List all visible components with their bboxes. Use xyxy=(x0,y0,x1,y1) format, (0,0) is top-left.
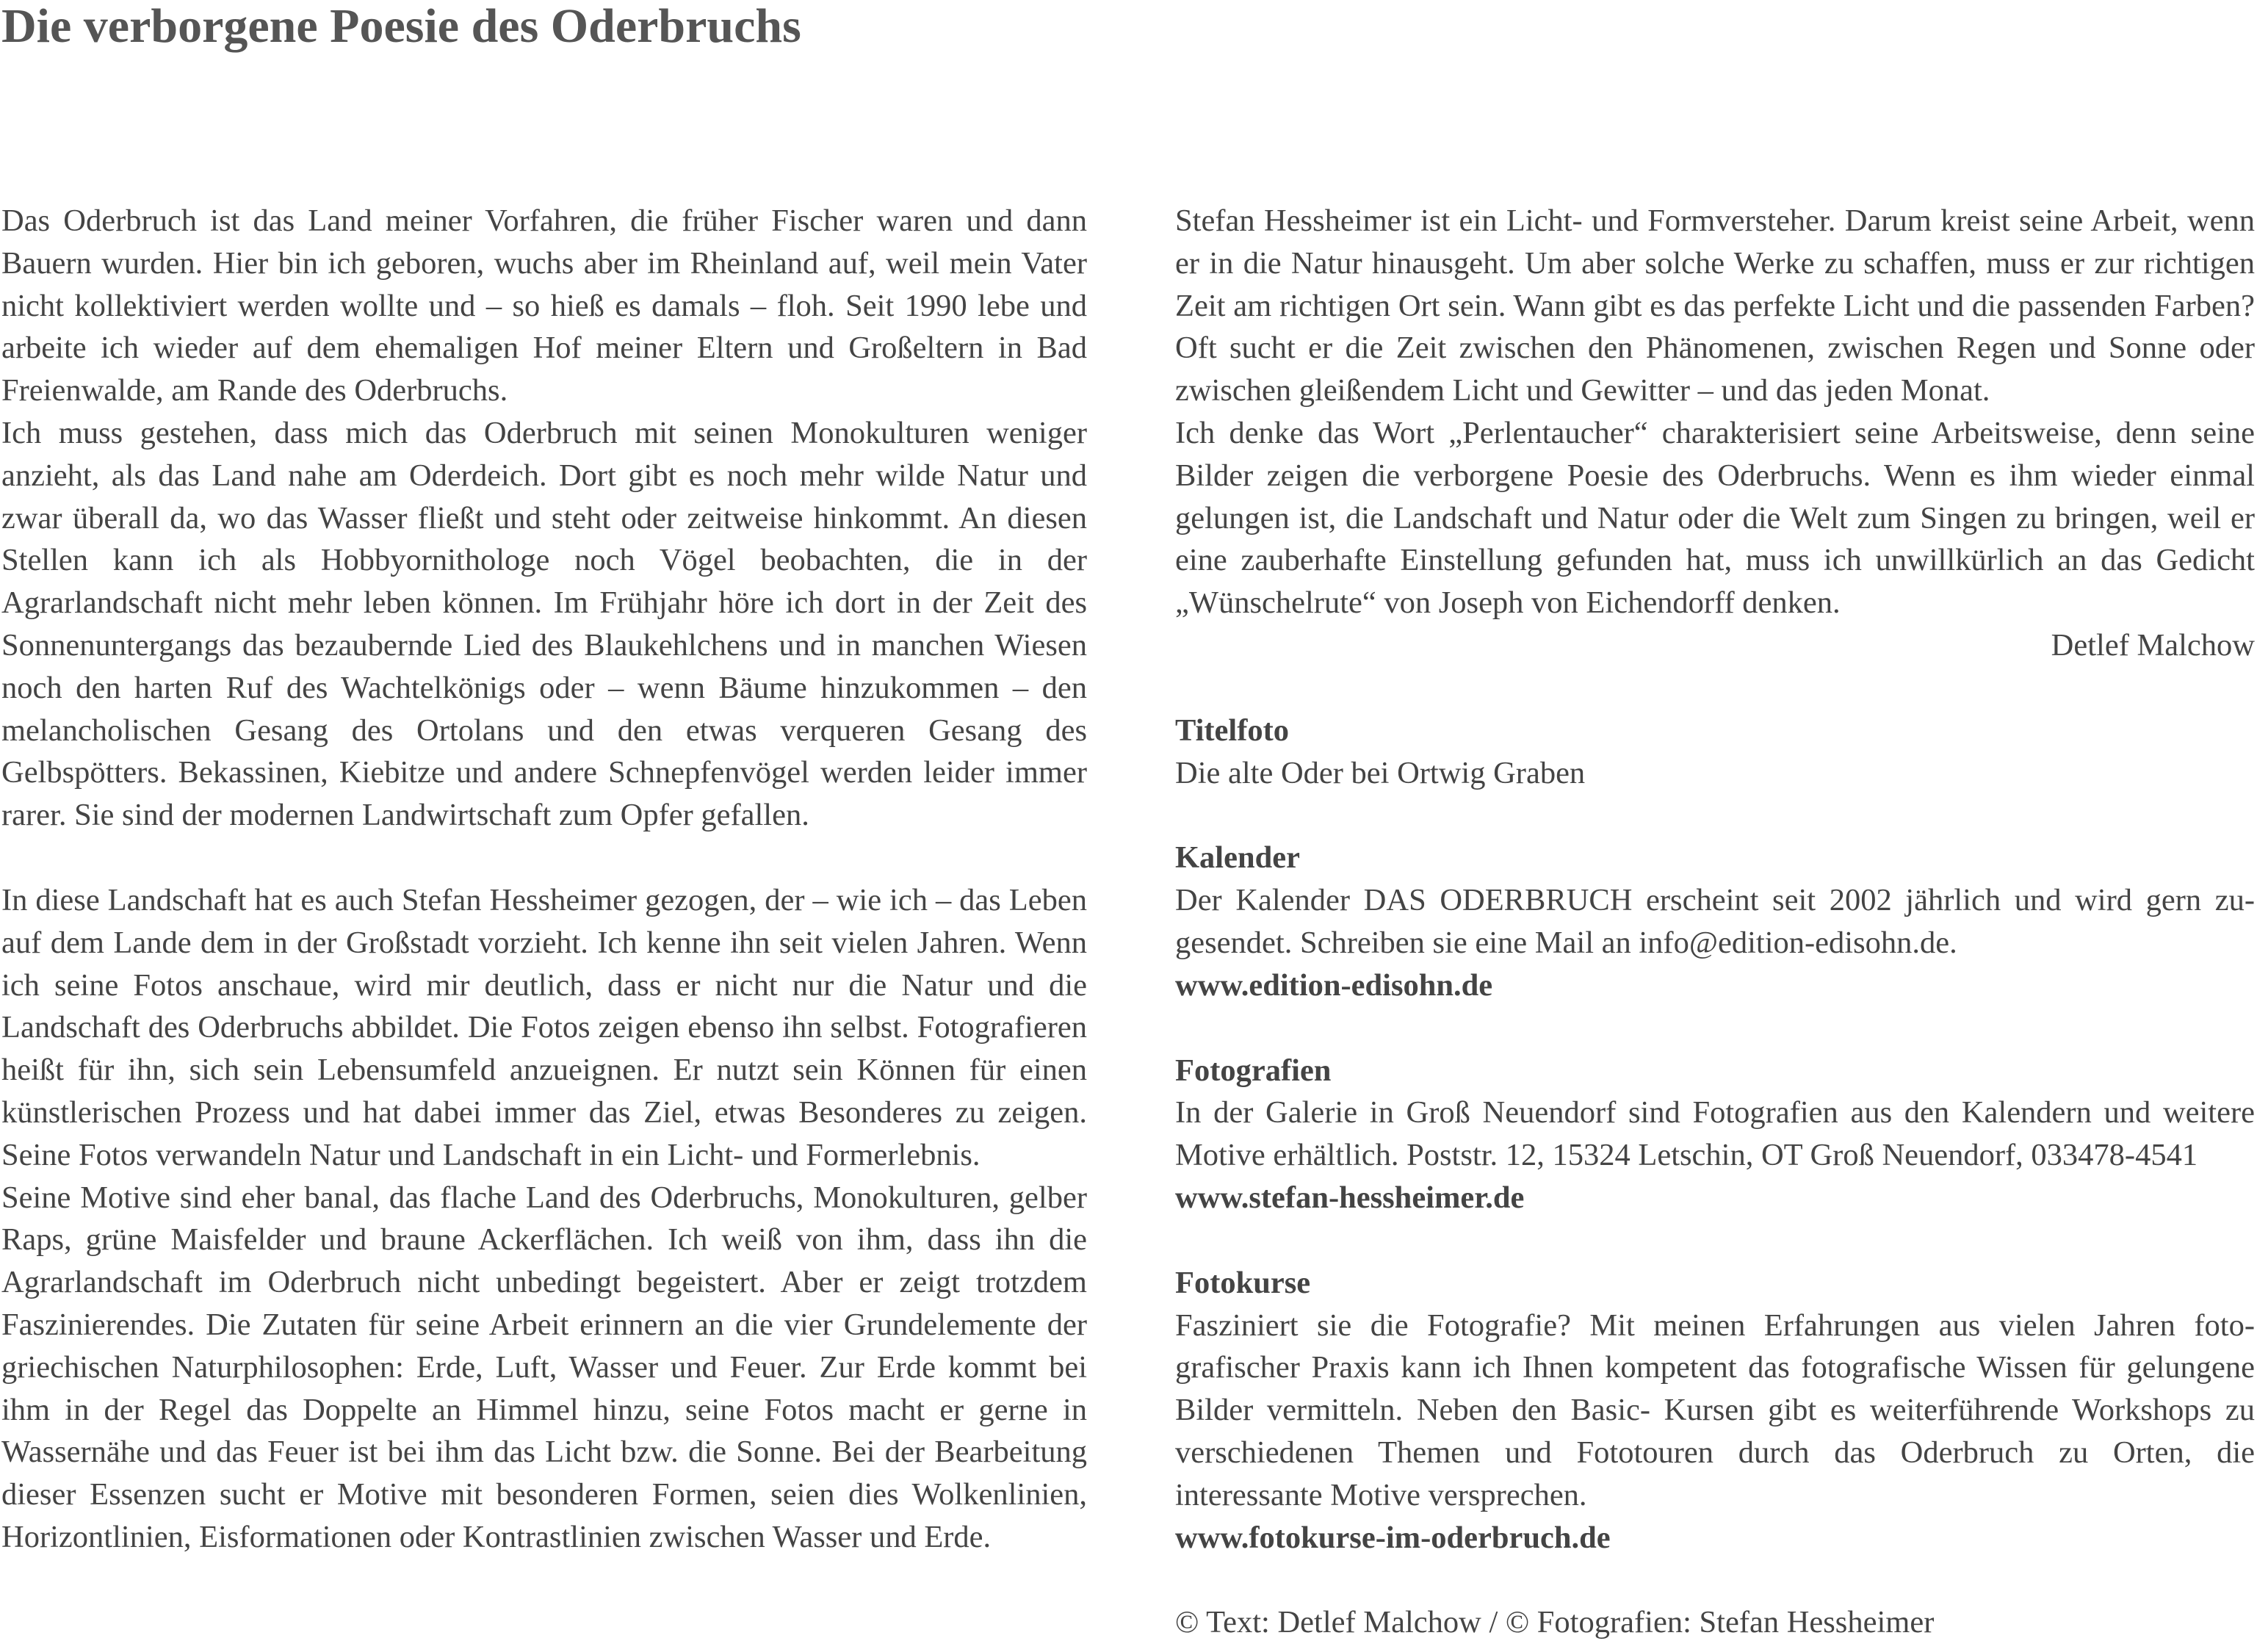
kalender-text: Der Kalender DAS ODERBRUCH erscheint seit 2002 jährlich und wird gern zugesendet. Schreiben sie eine Mail an info@edition-edisohn.de. xyxy=(1175,883,2255,960)
fotografien-heading: Fotografien xyxy=(1175,1053,1332,1088)
titelfoto-heading: Titelfoto xyxy=(1175,713,1290,748)
left-paragraph-4: Seine Motive sind eher banal, das flache Land des Oderbruchs, Monokulturen, gelber Raps, grüne Maisfelder und braune Ackerflächen. Ich weiß von ihm, dass ihn die Agrarlandschaft im Oderbruch nicht unbedingt begeistert. Aber er zeigt trotzdem Faszinierendes. Die Zutaten für seine Arbeit erinnern an die vier Grundelemente der griechischen Naturphilosophen: Erde, Luft, Wasser und Feuer. Zur Erde kommt bei ihm in der Regel das Doppelte an Himmel hinzu, seine Fotos macht er gerne in Wassernähe und das Feuer ist bei ihm das Licht bzw. die Sonne. Bei der Bearbeitung dieser Essenzen sucht er Motive mit besonderen Formen, seien dies Wolkenlinien, Horizontlinien, Eisformationen oder Kontrastlinien zwischen Wasser und Erde. xyxy=(1,1180,1087,1554)
left-paragraph-3: In diese Landschaft hat es auch Stefan Hessheimer gezogen, der – wie ich – das Leben auf dem Lande dem in der Großstadt vorzieht. Ich kenne ihn seit vielen Jahren. Wenn ich seine Fotos anschaue, wird mir deutlich, dass er nicht nur die Natur und die Landschaft des Oderbruchs abbildet. Die Fotos zeigen ebenso ihn selbst. Fotografieren heißt für ihn, sich sein Lebensumfeld anzueignen. Er nutzt sein Können für einen künstlerischen Prozess und hat dabei immer das Ziel, etwas Besonderes zu zeigen. Seine Fotos verwandeln Natur und Landschaft in ein Licht- und Formerlebnis. xyxy=(1,882,1087,1172)
fotokurse-heading: Fotokurse xyxy=(1175,1265,1311,1300)
author-signature: Detlef Malchow xyxy=(2051,627,2255,663)
kalender-heading: Kalender xyxy=(1175,840,1300,876)
page-title: Die verborgene Poesie des Oderbruchs xyxy=(1,0,801,53)
copyright-line: © Text: Detlef Malchow / © Fotografien: Stefan Hessheimer xyxy=(1175,1605,1935,1640)
paragraph-spacer xyxy=(1,837,1087,879)
section-fotokurse xyxy=(1175,1262,2255,1559)
section-spacer xyxy=(1175,667,2255,710)
left-paragraph-1: Das Oderbruch ist das Land meiner Vorfahren, die früher Fischer waren und dann Bauern wurden. Hier bin ich geboren, wuchs aber im Rheinland auf, weil mein Vater nicht kollektiviert werden wollte und – so hieß es damals – floh. Seit 1990 lebe und arbeite ich wieder auf dem ehemaligen Hof meiner Eltern und Großeltern in Bad Freienwalde, am Rande des Oderbruchs. xyxy=(1,203,1087,408)
section-spacer xyxy=(1175,1559,2255,1601)
fotokurse-link[interactable]: www.fotokurse-im-oderbruch.de xyxy=(1175,1520,1611,1555)
section-titelfoto xyxy=(1175,710,2255,795)
kalender-link[interactable]: www.edition-edisohn.de xyxy=(1175,967,1493,1003)
right-column xyxy=(1175,200,2255,1644)
titelfoto-text: Die alte Oder bei Ortwig Graben xyxy=(1175,755,1586,790)
fotokurse-text: Fasziniert sie die Fotografie? Mit meinen Erfahrungen aus vielen Jahren fotografischer Praxis kann ich Ihnen kompetent das fotografische Wissen für gelungene Bilder vermitteln. Neben den Basic- Kursen gibt es weiterführende Workshops zu verschiedenen Themen und Fototouren durch das Oderbruch zu Orten, die interessante Motive versprechen. xyxy=(1175,1307,2255,1512)
left-paragraph-2: Ich muss gestehen, dass mich das Oderbruch mit seinen Monokulturen weniger anzieht, als das Land nahe am Oderdeich. Dort gibt es noch mehr wilde Natur und zwar überall da, wo das Wasser fließt und steht oder zeitweise hinkommt. An diesen Stellen kann ich als Hobbyornithologe noch Vögel beobachten, die in der Agrarlandschaft nicht mehr leben können. Im Frühjahr höre ich dort in der Zeit des Sonnenuntergangs das bezaubernde Lied des Blaukehlchens und in manchen Wiesen noch den harten Ruf des Wachtelkönigs oder – wenn Bäume hinzukommen – den melancholischen Gesang des Ortolans und den etwas verqueren Gesang des Gelbspötters. Bekassinen, Kiebitze und andere Schnepfenvögel werden leider immer rarer. Sie sind der modernen Landwirtschaft zum Opfer gefallen. xyxy=(1,415,1087,833)
right-paragraph-2: Ich denke das Wort „Perlentaucher“ charakterisiert seine Arbeitsweise, denn seine Bilder zeigen die verborgene Poesie des Oderbruchs. Wenn es ihm wieder einmal gelungen ist, die Landschaft und Natur oder die Welt zum Singen zu bringen, weil er eine zauberhafte Einstellung gefunden hat, muss ich unwillkürlich an das Gedicht „Wünschelrute“ von Joseph von Eichendorff denken. xyxy=(1175,415,2255,621)
section-fotografien xyxy=(1175,1050,2255,1219)
section-kalender xyxy=(1175,837,2255,1006)
left-column xyxy=(1,200,1087,1559)
fotografien-text: In der Galerie in Groß Neuendorf sind Fotografien aus den Kalendern und weitere Motive erhältlich. Poststr. 12, 15324 Letschin, OT Groß Neuendorf, 033478-4541 xyxy=(1175,1095,2255,1173)
section-spacer xyxy=(1175,1219,2255,1262)
right-paragraph-1: Stefan Hessheimer ist ein Licht- und Formversteher. Darum kreist seine Arbeit, wenn er in die Natur hinausgeht. Um aber solche Werke zu schaffen, muss er zur richtigen Zeit am richtigen Ort sein. Wann gibt es das perfekte Licht und die passenden Farben? Oft sucht er die Zeit zwischen den Phänomenen, zwischen Regen und Sonne oder zwischen gleißendem Licht und Gewitter – und das jeden Monat. xyxy=(1175,203,2255,408)
fotografien-link[interactable]: www.stefan-hessheimer.de xyxy=(1175,1180,1525,1215)
section-spacer xyxy=(1175,794,2255,837)
section-spacer xyxy=(1175,1007,2255,1050)
